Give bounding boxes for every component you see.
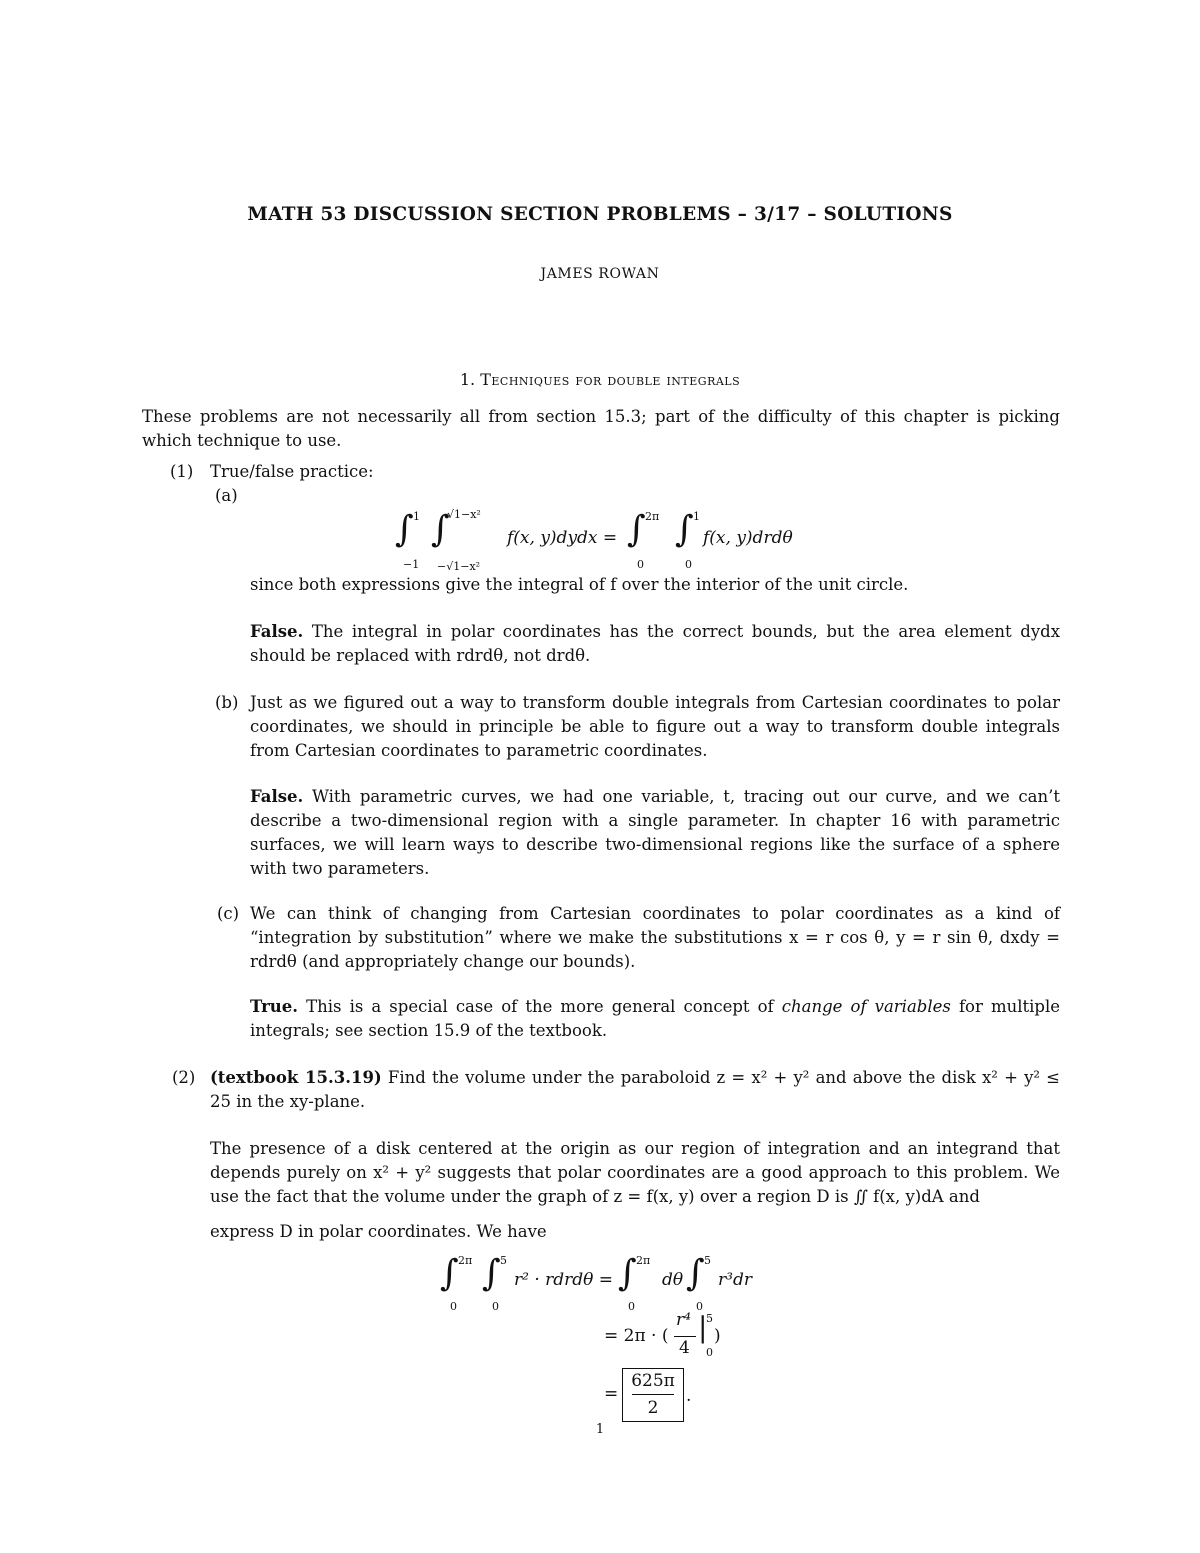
verdict-1c: True. xyxy=(250,997,299,1016)
solution-1c-post: for multiple integrals; see section 15.9 of the textbook. xyxy=(250,997,1061,1040)
answer-denominator: 2 xyxy=(647,1398,659,1418)
problem-1a-solution xyxy=(250,620,1060,668)
problem-1b-solution xyxy=(250,785,1060,881)
problem-1c-statement: We can think of changing from Cartesian coordinates to polar coordinates as a kind of “integration by substitution” where we make the substitutions x = r cos θ, y = r sin θ, dxdy = rdrdθ (and appropriately change our bounds). xyxy=(250,904,1060,971)
section-number: 1. xyxy=(459,370,476,389)
page-title: MATH 53 DISCUSSION SECTION PROBLEMS – 3/17 – SOLUTIONS xyxy=(247,204,953,225)
solution-1c-em: change of variables xyxy=(781,997,951,1016)
verdict-1a: False. xyxy=(250,622,304,641)
problem-1a-label: (a) xyxy=(215,486,238,505)
problem-2-solution-2: express D in polar coordinates. We have xyxy=(210,1222,547,1241)
equation-1a: ∫ 1 −1 ∫ √1−x² −√1−x² f(x, y)dydx = ∫ 2π 0 ∫ 1 0 f(x, y)drdθ xyxy=(395,508,793,573)
problem-1b-label: (b) xyxy=(215,693,239,712)
problem-2-solution-1: The presence of a disk centered at the origin as our region of integration and an integrand that depends purely on x² + y² suggests that polar coordinates are a good approach to this problem. We use the fact that the volume under the graph of z = f(x, y) over a region D is ∬ f(x, y)dA and xyxy=(210,1139,1060,1206)
author: JAMES ROWAN xyxy=(540,266,660,282)
answer-numerator: 625π xyxy=(631,1371,675,1391)
equation-2-answer: = 625π 2 . xyxy=(604,1368,704,1424)
equation-2-line-2: = 2π · ( r⁴ 4 | 5 0 ) xyxy=(604,1310,721,1359)
problem-1-label: (1) xyxy=(170,462,194,481)
verdict-1b: False. xyxy=(250,787,304,806)
problem-2-statement xyxy=(210,1066,1060,1114)
problem-2-text: Find the volume under the paraboloid z = x² + y² and above the disk x² + y² ≤ 25 in the xy-plane. xyxy=(210,1068,1060,1111)
section-heading xyxy=(0,370,1200,389)
solution-1b-text: With parametric curves, we had one variable, t, tracing out our curve, and we can’t describe a two-dimensional region with a single parameter. In chapter 16 with parametric surfaces, we will learn ways to describe two-dimensional regions like the surface of a sphere with two parameters. xyxy=(250,787,1060,878)
problem-1b-statement: Just as we figured out a way to transform double integrals from Cartesian coordinates to polar coordinates, we should in principle be able to figure out a way to transform double integrals from Cartesian coordinates to parametric coordinates. xyxy=(250,693,1060,760)
section-title: Techniques for double integrals xyxy=(480,370,741,389)
problem-1a-statement: since both expressions give the integral of f over the interior of the unit circle. xyxy=(250,575,909,594)
equation-2-line-1: ∫ 2π 0 ∫ 5 0 r² · rdrdθ = ∫ 2π 0 dθ ∫ 5 0 r³dr xyxy=(440,1253,752,1313)
problem-2-label: (2) xyxy=(172,1068,196,1087)
problem-1c-solution xyxy=(250,995,1060,1043)
problem-1c-label: (c) xyxy=(217,904,240,923)
problem-2-ref: (textbook 15.3.19) xyxy=(210,1068,382,1087)
problem-1-title: True/false practice: xyxy=(210,462,374,481)
intro-paragraph: These problems are not necessarily all from section 15.3; part of the difficulty of this chapter is picking which technique to use. xyxy=(142,407,1060,450)
solution-1c-pre: This is a special case of the more general concept of xyxy=(306,997,774,1016)
solution-1a-text: The integral in polar coordinates has the correct bounds, but the area element dydx should be replaced with rdrdθ, not drdθ. xyxy=(250,622,1061,665)
page-number: 1 xyxy=(595,1422,605,1437)
